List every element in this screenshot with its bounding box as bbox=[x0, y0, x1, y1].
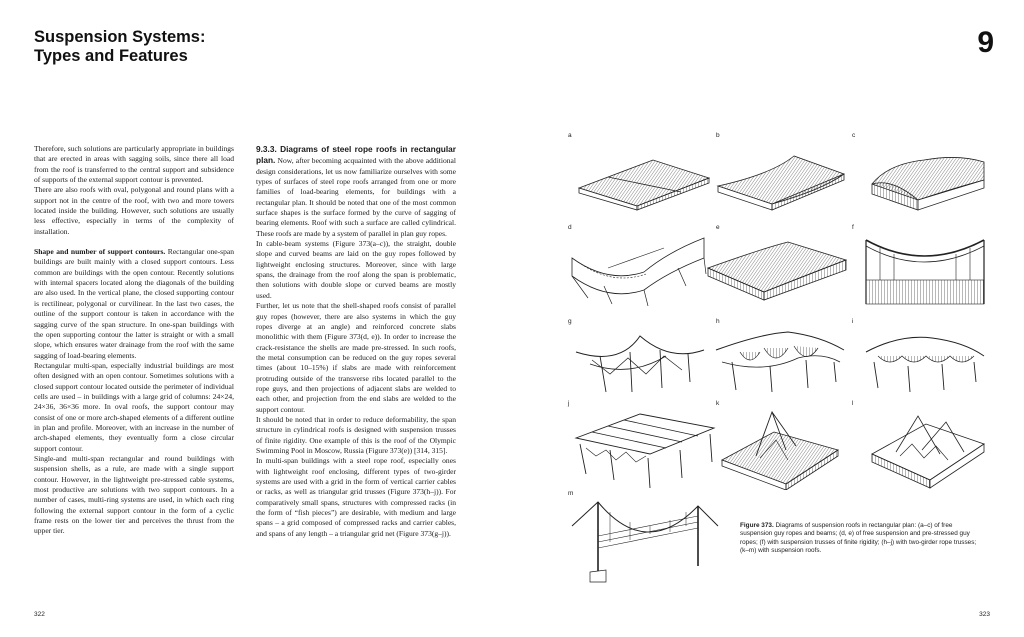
left-paragraph-1: Therefore, such solutions are particularly appropriate in buildings that are erected in areas with sagging soils, since there all load from the roof is transferred to the central support and subsidence of supports of the external support contour is prevented. bbox=[34, 144, 234, 185]
figure-caption-text: Diagrams of suspension roofs in rectangular plan: (a–c) of free suspension guy ropes and beams; (d, e) of free suspension and pre-stressed guy ropes; (f) with suspension trusses of finite rigidity; (h–j) with two-girder rope trusses; (k–m) with suspension roofs. bbox=[740, 522, 977, 555]
middle-paragraph-3: Further, let us note that the shell-shaped roofs consist of parallel guy ropes (however, there are also systems in which the guy ropes diverge at an angle) and reinforced concrete slabs monolithic with them (Figure 373(d, e)). In order to increase the crack-resistance the shells are made pre-stressed. In such roofs, the metal consumption can be reduced on the guy ropes several times (about 10–15%) if slabs are made with reinforcement protruding outside of the transverse ribs located parallel to the rope guys, and then projections of adjacent slabs are welded to each other, and projection from the end slabs are welded to the support contour. bbox=[256, 301, 456, 414]
diagram-g-two-girder-truss bbox=[570, 322, 710, 394]
figure-label-k: k bbox=[716, 400, 720, 407]
left-paragraph-2: There are also roofs with oval, polygonal and round plans with a support not in the centre of the roof, with two and more towers located inside the building. However, such solutions are usually less effective, especially in terms of the complexity of installation. bbox=[34, 185, 234, 236]
figure-label-d: d bbox=[568, 224, 572, 231]
diagram-m-suspension-bridge-roof bbox=[570, 496, 720, 584]
figure-label-b: b bbox=[716, 132, 720, 139]
diagram-i-fish-rack-truss bbox=[860, 322, 990, 394]
figure-label-c: c bbox=[852, 132, 856, 139]
diagram-c-arched-roof bbox=[868, 140, 988, 212]
middle-text-column bbox=[256, 144, 456, 539]
figure-label-a: a bbox=[568, 132, 572, 139]
diagram-k-suspension-roof-pyramid bbox=[716, 404, 844, 490]
figure-caption-lead: Figure 373. bbox=[740, 522, 774, 529]
title-line-2: Types and Features bbox=[34, 47, 188, 65]
figure-label-g: g bbox=[568, 318, 572, 325]
title-line-1: Suspension Systems: bbox=[34, 28, 206, 46]
diagram-d-shell-roof-sag bbox=[568, 228, 708, 306]
figure-label-e: e bbox=[716, 224, 720, 231]
figure-caption bbox=[740, 522, 980, 556]
left-paragraph-3 bbox=[34, 247, 234, 361]
page-title bbox=[34, 28, 205, 66]
middle-paragraph-2: In cable-beam systems (Figure 373(a–c)), the straight, double slope and curved beams are laid on the guy ropes followed by lightweight enclosing structures. Moreover, since with large spans, the drainage from the roof along the span is problematic, then solutions with double slope or curved beams are mostly used. bbox=[256, 239, 456, 300]
section-lead-support-contours: Shape and number of support contours. bbox=[34, 247, 166, 257]
section-heading-9-3-3: 9.3.3. Diagrams of steel rope roofs in rectangular plan. bbox=[256, 144, 456, 166]
diagram-f-suspension-truss bbox=[860, 228, 990, 306]
page-number-right: 323 bbox=[979, 611, 990, 618]
figure-label-m: m bbox=[568, 490, 574, 497]
chapter-number: 9 bbox=[977, 26, 994, 59]
figure-label-i: i bbox=[852, 318, 854, 325]
middle-paragraph-5: In multi-span buildings with a steel rope roof, especially ones with lightweight roof enclosing, different types of two-girder systems are used with a grid in the form of vertical carrier cables or racks, as well as triangular grid trusses (Figure 373(h–j)). For comparatively small spans, structures with compressed racks (in the form of “fish pieces”) are desirable, with medium and large spans – a grid composed of compressed racks and carrier cables, and spans of any length – a triangular grid net (Figure 373(g–j)). bbox=[256, 456, 456, 538]
diagram-b-curved-beam-roof bbox=[712, 140, 850, 212]
diagram-j-triangular-grid-truss bbox=[570, 404, 720, 488]
figure-label-j: j bbox=[568, 400, 570, 407]
figure-label-h: h bbox=[716, 318, 720, 325]
left-paragraph-3-body: Rectangular one-span buildings are built mainly with a closed support contours. Less common are buildings with the open contour. Recently solutions with internal spacers located along the diagonals of the building are also used. In the vertical plane, the closed supporting contour is rectilinear, polygonal or curvilinear. In the last two cases, the outline of the support contour is taken in accordance with the sagging curve of the span structure. In one-span buildings with the open supporting contour the latter is straight or with a small slope, which ensures water drainage from the roof with the same sagging of load-bearing elements. bbox=[34, 247, 234, 360]
left-paragraph-4: Rectangular multi-span, especially industrial buildings are most often designed with an open contour. Sometimes solutions with a closed support contour located outside the perimeter of individual cells are used – in buildings with a large grid of columns: 24×24, 24×36, 36×36 more. In oval roofs, the support contour may consist of one or more arch-shaped elements of a different outline in plan and profile. Moreover, with an increase in the number of arch-shaped elements, they eventually form a close circular support contour. bbox=[34, 360, 234, 453]
figure-label-f: f bbox=[852, 224, 854, 231]
middle-paragraph-1-body: Now, after becoming acquainted with the above additional design considerations, let us now familiarize ourselves with some types of surfaces of steel rope roofs arranged from one or more families of load-bearing elements, for buildings with a rectangular plan. It should be noted that one of the most common surface shapes is the surface formed by the curve of sagging of bearing elements. Roof with such a surface are called cylindrical. These roofs are made by a system of parallel in plan guy ropes. bbox=[256, 156, 456, 238]
diagram-a-cable-beam-roof bbox=[575, 140, 715, 212]
diagram-l-suspension-roof-ridges bbox=[866, 404, 990, 490]
diagram-e-olympic-pool-roof bbox=[704, 228, 850, 306]
page-number-left: 322 bbox=[34, 611, 45, 618]
figure-label-l: l bbox=[852, 400, 854, 407]
left-text-column bbox=[34, 144, 234, 537]
left-paragraph-5: Single-and multi-span rectangular and round buildings with suspension shells, as a rule, are made with a single support contour. However, in the lightweight pre-stressed cable systems, most productive are solutions with two support contours. In a number of cases, multi-ring systems are used, in which each ring following the external support contour in the form of a cyclic frame rests on the lower tier and perceives the thrust from the upper tier. bbox=[34, 453, 234, 536]
middle-paragraph-4: It should be noted that in order to reduce deformability, the span structure in cylindrical roofs is designed with suspension trusses of finite rigidity. One example of this is the roof of the Olympic Swimming Pool in Moscow, Russia (Figure 373(e)) [314, 315]. bbox=[256, 414, 456, 455]
middle-paragraph-1 bbox=[256, 144, 456, 239]
diagram-h-two-girder-rope-truss bbox=[710, 322, 850, 394]
